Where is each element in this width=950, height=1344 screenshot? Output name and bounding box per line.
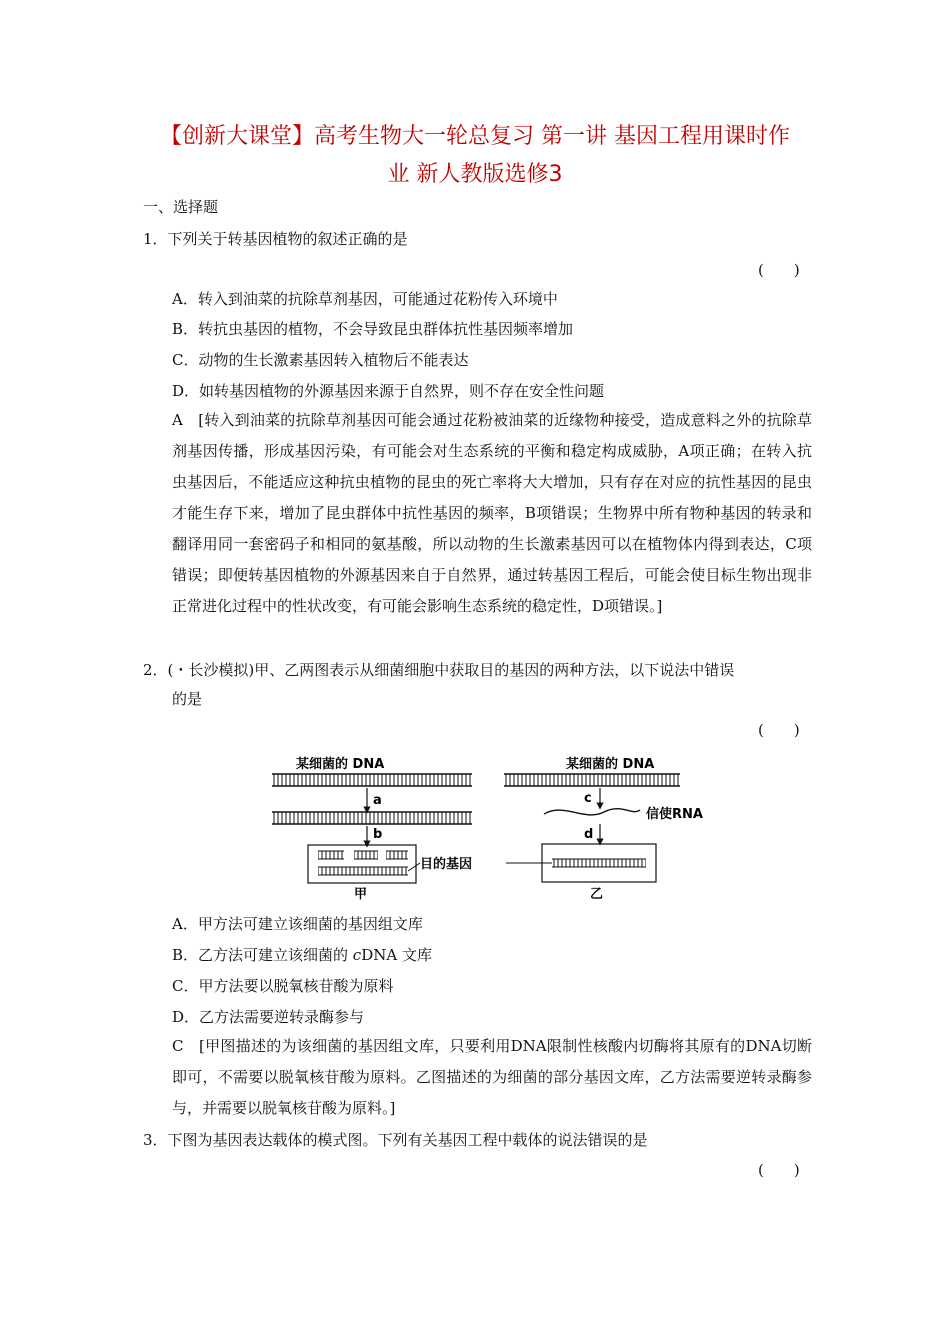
panel-label-right: 乙 — [590, 887, 604, 902]
dna-label-left: 某细菌的 DNA — [296, 757, 385, 772]
panel-label-left: 甲 — [354, 887, 368, 902]
q1-stem: 1．下列关于转基因植物的叙述正确的是 — [143, 230, 408, 248]
q3-answer-blank: ( ) — [758, 1161, 800, 1179]
dna-strand-left-top — [272, 774, 472, 786]
step-c-label: c — [584, 791, 592, 806]
q1-option-d: D．如转基因植物的外源基因来源于自然界，则不存在安全性问题 — [172, 382, 605, 400]
q2-option-b-italic: c — [352, 946, 362, 964]
section-heading: 一、选择题 — [143, 198, 219, 216]
dna-label-right: 某细菌的 DNA — [566, 757, 655, 772]
dna-strand-right — [504, 774, 680, 786]
dna-fragments — [318, 851, 408, 875]
gene-pointer-left — [408, 863, 420, 871]
q2-option-b-text: B．乙方法可建立该细菌的 — [172, 946, 353, 964]
q1-answer-blank: ( ) — [758, 261, 800, 279]
cdna-fragment — [552, 859, 646, 867]
mrna-label: 信使RNA — [646, 807, 703, 822]
title-line-1: 【创新大课堂】高考生物大一轮总复习 第一讲 基因工程用课时作 — [160, 124, 790, 149]
q1-option-c: C．动物的生长激素基因转入植物后不能表达 — [172, 351, 469, 369]
target-gene-label: 目的基因 — [420, 857, 473, 872]
dna-strand-left-cut — [272, 812, 472, 824]
q2-option-b — [172, 945, 432, 965]
step-a-label: a — [373, 793, 382, 808]
document-title — [110, 118, 840, 194]
q2-option-a: A．甲方法可建立该细菌的基因组文库 — [172, 915, 423, 933]
q1-option-a: A．转入到油菜的抗除草剂基因，可能通过花粉传入环境中 — [172, 290, 558, 308]
title-line-2: 业 新人教版选修3 — [387, 162, 563, 187]
q2-option-c: C．甲方法要以脱氧核苷酸为原料 — [172, 977, 394, 995]
q3-stem: 3．下图为基因表达载体的模式图。下列有关基因工程中载体的说法错误的是 — [143, 1131, 648, 1149]
step-d-label: d — [584, 827, 594, 842]
q1-option-b: B．转抗虫基因的植物，不会导致昆虫群体抗性基因频率增加 — [172, 320, 574, 338]
step-b-label: b — [373, 827, 383, 842]
mrna-strand — [544, 809, 640, 815]
q2-option-d: D．乙方法需要逆转录酶参与 — [172, 1008, 365, 1026]
q2-explanation: C [甲图描述的为该细菌的基因组文库，只要利用DNA限制性核酸内切酶将其原有的DNA切断即可，不需要以脱氧核苷酸为原料。乙图描述的为细菌的部分基因文库，乙方法需要逆转录酶参与，并需要以脱氧核苷酸为原料。] — [172, 1037, 812, 1117]
q2-stem-line-2: 的是 — [172, 690, 203, 708]
q2-answer-blank: ( ) — [758, 721, 800, 739]
q1-explanation: A [转入到油菜的抗除草剂基因可能会通过花粉被油菜的近缘物种接受，造成意料之外的抗除草剂基因传播，形成基因污染，有可能会对生态系统的平衡和稳定构成威胁，A项正确；在转入抗虫基因后，不能适应这种抗虫植物的昆虫的死亡率将大大增加，只有存在对应的抗性基因的昆虫才能生存下来，增加了昆虫群体中抗性基因的频率，B项错误；生物界中所有物种基因的转录和翻译用同一套密码子和相同的氨基酸，所以动物的生长激素基因可以在植物体内得到表达，C项错误；即便转基因植物的外源基因来自于自然界，通过转基因工程后，可能会使目标生物出现非正常进化过程中的性状改变，有可能会影响生态系统的稳定性，D项错误。] — [172, 411, 812, 615]
gene-acquisition-figure — [272, 752, 703, 902]
q2-stem-line-1: 2．(・长沙模拟)甲、乙两图表示从细菌细胞中获取目的基因的两种方法，以下说法中错误 — [143, 661, 735, 679]
q2-option-b-suffix: DNA 文库 — [361, 946, 432, 964]
